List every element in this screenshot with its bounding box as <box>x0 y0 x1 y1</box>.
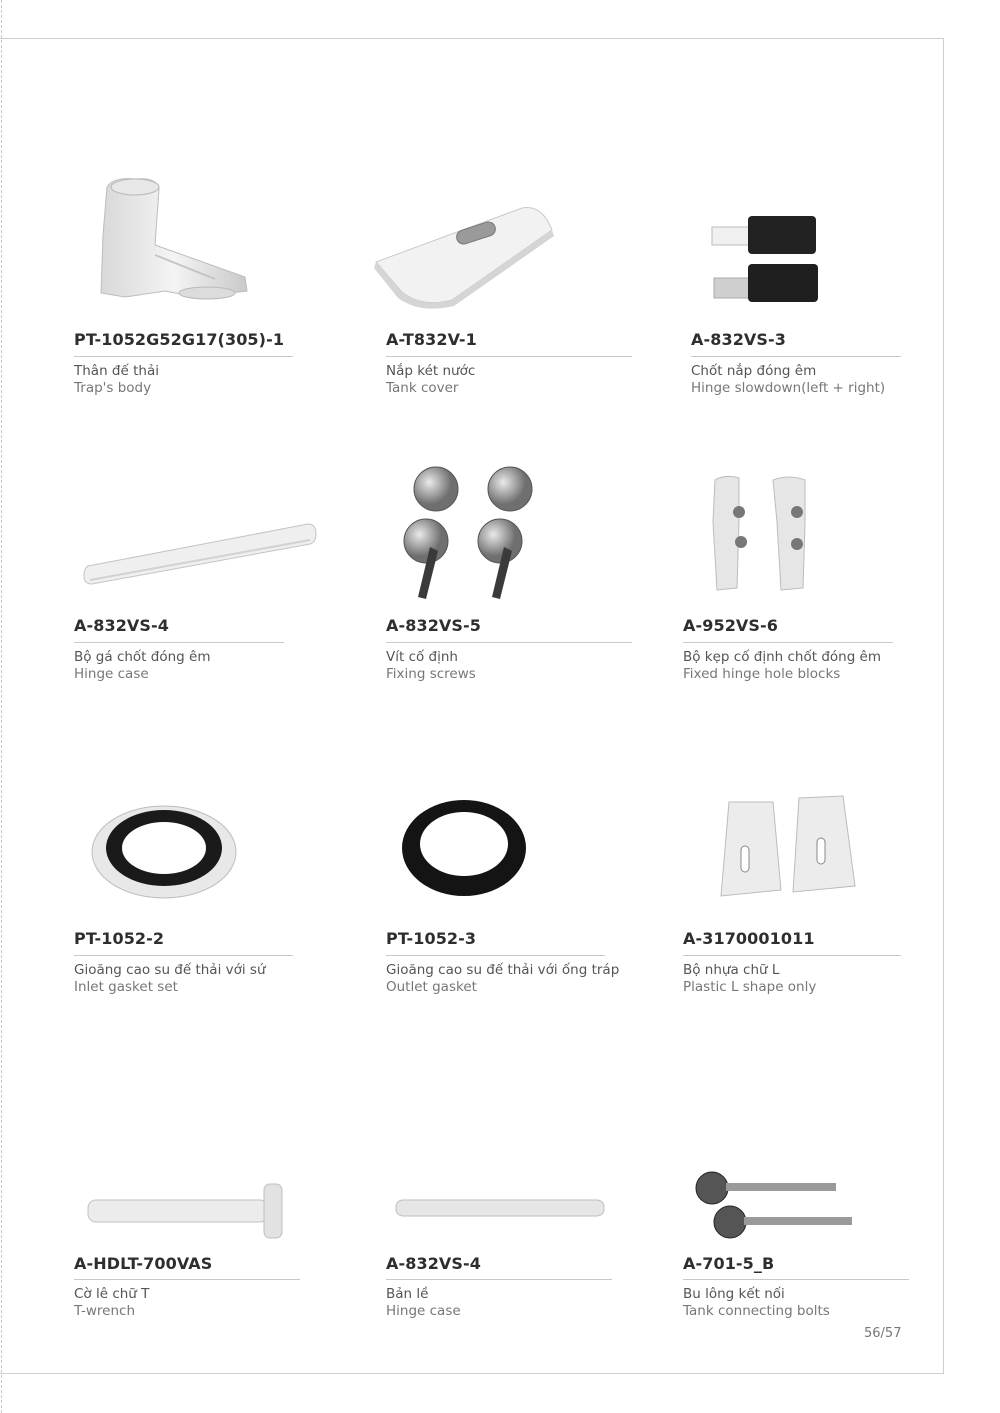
divider <box>386 356 632 357</box>
product-name-en: Tank connecting bolts <box>683 1303 830 1319</box>
product-code: A-832VS-4 <box>386 1254 482 1273</box>
hinge-hole-blocks-image <box>705 472 833 596</box>
trap-body-image <box>95 175 255 300</box>
product-code: A-832VS-3 <box>691 330 787 349</box>
product-name-vi: Vít cố định <box>386 649 458 665</box>
product-code: A-3170001011 <box>683 929 815 948</box>
divider <box>74 642 284 643</box>
product-name-vi: Bộ nhựa chữ L <box>683 962 780 978</box>
product-code: A-832VS-5 <box>386 616 482 635</box>
product-name-vi: Bu lông kết nối <box>683 1286 785 1302</box>
product-code: PT-1052-2 <box>74 929 165 948</box>
product-name-vi: Bộ kẹp cố định chốt đóng êm <box>683 649 882 665</box>
divider <box>74 955 293 956</box>
product-code: A-952VS-6 <box>683 616 779 635</box>
product-name-vi: Gioăng cao su đế thải với ống tráp <box>386 962 620 978</box>
product-name-en: Inlet gasket set <box>74 979 178 995</box>
divider <box>683 1279 909 1280</box>
divider <box>683 642 893 643</box>
t-wrench-image <box>84 1180 290 1242</box>
divider <box>386 1279 612 1280</box>
product-code: A-T832V-1 <box>386 330 477 349</box>
divider <box>691 356 901 357</box>
product-name-en: Outlet gasket <box>386 979 477 995</box>
product-name-en: Hinge case <box>74 666 149 682</box>
product-code: PT-1052G52G17(305)-1 <box>74 330 285 349</box>
product-name-vi: Bản lề <box>386 1286 429 1302</box>
product-name-en: Hinge case <box>386 1303 461 1319</box>
product-name-en: Fixing screws <box>386 666 476 682</box>
divider <box>386 955 605 956</box>
divider <box>74 356 293 357</box>
product-code: A-HDLT-700VAS <box>74 1254 213 1273</box>
plastic-l-shape-image <box>715 792 863 904</box>
product-code: A-832VS-4 <box>74 616 170 635</box>
product-name-vi: Cờ lê chữ T <box>74 1286 150 1302</box>
divider <box>74 1279 300 1280</box>
page-number: 56/57 <box>864 1326 902 1341</box>
inlet-gasket-image <box>90 800 240 900</box>
product-name-en: Tank cover <box>386 380 459 396</box>
product-name-vi: Gioăng cao su đế thải với sứ <box>74 962 266 978</box>
divider <box>386 642 632 643</box>
product-name-en: Plastic L shape only <box>683 979 817 995</box>
product-name-vi: Nắp két nước <box>386 363 476 379</box>
product-name-en: T-wrench <box>74 1303 136 1319</box>
outlet-gasket-image <box>400 798 530 898</box>
product-name-vi: Thân đế thải <box>74 363 159 379</box>
product-name-en: Trap's body <box>74 380 152 396</box>
hinge-case-image <box>80 518 320 590</box>
tank-bolts-image <box>692 1170 858 1242</box>
product-name-vi: Chốt nắp đóng êm <box>691 363 817 379</box>
product-name-vi: Bộ gá chốt đóng êm <box>74 649 211 665</box>
tank-cover-image <box>372 200 557 310</box>
divider <box>683 955 901 956</box>
product-code: A-701-5_B <box>683 1254 775 1273</box>
hinge-slowdown-image <box>710 212 822 304</box>
product-name-en: Hinge slowdown(left + right) <box>691 380 886 396</box>
product-name-en: Fixed hinge hole blocks <box>683 666 841 682</box>
fixing-screws-image <box>400 465 540 605</box>
hinge-bar-image <box>394 1196 606 1220</box>
product-code: PT-1052-3 <box>386 929 477 948</box>
